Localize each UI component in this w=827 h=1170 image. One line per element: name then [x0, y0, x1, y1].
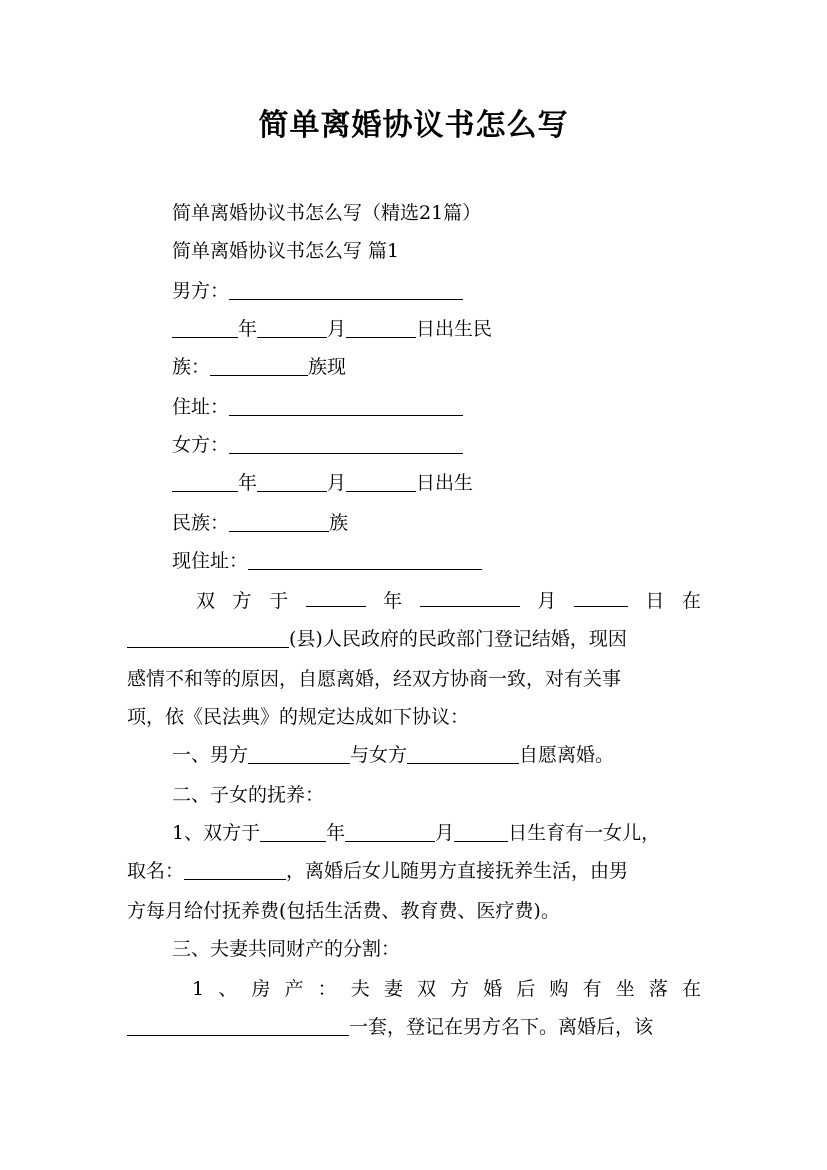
text: 日 — [645, 590, 665, 612]
year-label: 年 — [238, 472, 258, 494]
blank — [454, 823, 508, 842]
male-ethnic-line — [172, 354, 346, 380]
section-heading: 简单离婚协议书怎么写 篇1 — [172, 240, 400, 262]
address-label: 住址： — [172, 396, 230, 418]
blank — [127, 629, 289, 648]
item2-1-line2 — [127, 858, 701, 884]
text-char: 双 — [416, 978, 436, 1000]
item1-line — [172, 742, 614, 768]
text-char: 婚 — [483, 978, 503, 1000]
text: 自愿离婚。 — [519, 744, 615, 766]
item2-1-line3: 方每月给付抚养费(包括生活费、教育费、医疗费)。 — [127, 900, 560, 922]
text-char: 1 — [192, 978, 205, 1000]
female-address-line — [172, 548, 482, 574]
text-char: 在 — [681, 978, 701, 1000]
blank — [420, 588, 520, 607]
text: 一套，登记在男方名下。离婚后，该 — [349, 1016, 654, 1038]
text-char: 落 — [648, 978, 668, 1000]
ethnic-label: 民族： — [172, 512, 230, 534]
text-char: 产 — [284, 978, 304, 1000]
item3-1-line2 — [127, 1014, 701, 1040]
text-char: 后 — [516, 978, 536, 1000]
blank — [257, 319, 327, 338]
ethnic-suffix: 族 — [329, 512, 349, 534]
month-label: 月 — [327, 472, 347, 494]
blank — [257, 473, 327, 492]
blank — [229, 397, 463, 416]
address-label: 现住址： — [172, 550, 249, 572]
blank — [172, 319, 238, 338]
text-char: 夫 — [350, 978, 370, 1000]
female-dob-line — [172, 470, 473, 496]
document-title: 简单离婚协议书怎么写 — [258, 108, 569, 143]
text-char: 坐 — [615, 978, 635, 1000]
male-dob-line — [172, 316, 492, 342]
text: 方 — [232, 590, 252, 612]
blank — [306, 588, 366, 607]
female-label: 女方： — [172, 434, 230, 456]
male-name-blank — [229, 281, 463, 300]
female-ethnic-line — [172, 510, 348, 536]
blank — [184, 861, 286, 880]
year-label: 年 — [238, 318, 258, 340]
blank — [210, 357, 308, 376]
blank — [407, 745, 519, 764]
para1-line3: 感情不和等的原因，自愿离婚，经双方协商一致，对有关事 — [127, 668, 622, 690]
female-name-line — [172, 432, 463, 458]
blank — [172, 473, 238, 492]
subtitle: 简单离婚协议书怎么写（精选21篇） — [172, 202, 482, 224]
male-name-line — [172, 278, 463, 304]
text: 一、男方 — [172, 744, 249, 766]
blank — [345, 823, 435, 842]
text-char: 房 — [251, 978, 271, 1000]
blank — [346, 473, 416, 492]
para1-line4: 项，依《民法典》的规定达成如下协议： — [127, 706, 470, 728]
month-label: 月 — [327, 318, 347, 340]
text-char: 、 — [218, 978, 238, 1000]
text: ，离婚后女儿随男方直接抚养生活，由男 — [286, 860, 629, 882]
text: 与女方 — [350, 744, 408, 766]
para1-line2 — [127, 626, 701, 652]
text: 1、双方于 — [172, 822, 261, 844]
text: 月 — [537, 590, 557, 612]
item3-1-line1 — [192, 976, 701, 1002]
blank — [127, 1017, 349, 1036]
text-char: 妻 — [383, 978, 403, 1000]
blank — [248, 551, 482, 570]
day-label: 日出生民 — [416, 318, 493, 340]
text: 日生育有一女儿， — [508, 822, 661, 844]
text: 取名： — [127, 860, 185, 882]
para1-line1 — [196, 588, 701, 614]
text: 年 — [383, 590, 403, 612]
item2-heading: 二、子女的抚养： — [172, 784, 325, 806]
item3-heading: 三、夫妻共同财产的分割： — [172, 938, 401, 960]
text-char: 方 — [450, 978, 470, 1000]
blank — [260, 823, 326, 842]
text: (县)人民政府的民政部门登记结婚，现因 — [289, 628, 627, 650]
male-label: 男方： — [172, 280, 230, 302]
text-char: 购 — [549, 978, 569, 1000]
item2-1-line1 — [172, 820, 660, 846]
text: 双 — [196, 590, 216, 612]
male-address-line — [172, 394, 463, 420]
text: 于 — [269, 590, 289, 612]
female-name-blank — [229, 435, 463, 454]
text: 年 — [326, 822, 346, 844]
blank — [346, 319, 416, 338]
text-char: 有 — [582, 978, 602, 1000]
blank — [229, 513, 329, 532]
ethnic-label: 族： — [172, 356, 211, 378]
blank — [248, 745, 350, 764]
day-label: 日出生 — [416, 472, 474, 494]
ethnic-suffix: 族现 — [308, 356, 347, 378]
text: 月 — [435, 822, 455, 844]
blank — [574, 588, 628, 607]
text: 在 — [681, 590, 701, 612]
text-char: ： — [317, 978, 337, 1000]
